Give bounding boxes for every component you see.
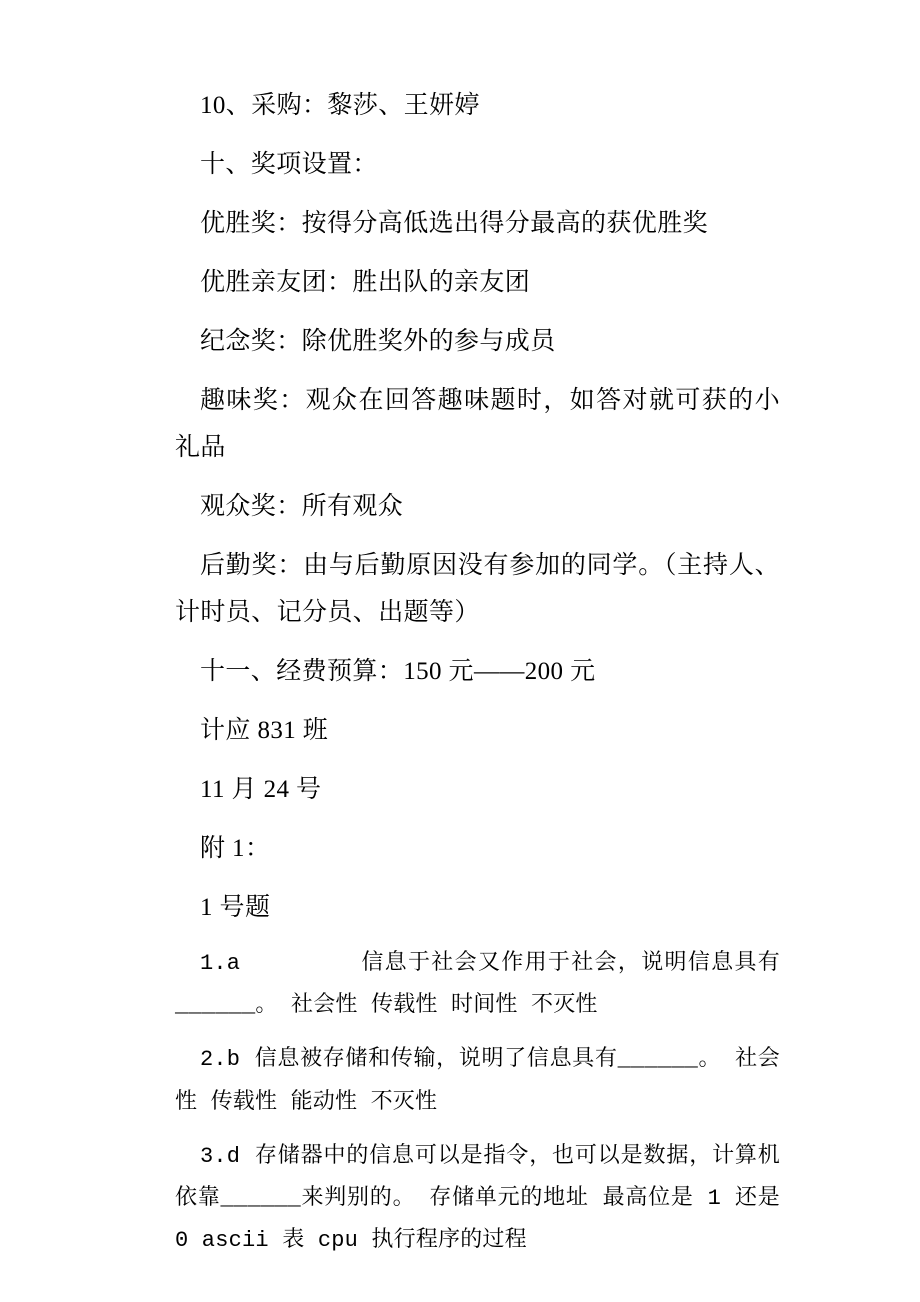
paragraph-award-logistics: 后勤奖：由与后勤原因没有参加的同学。（主持人、计时员、记分员、出题等） [175, 552, 780, 626]
question-2-number: 2.b [200, 1047, 241, 1073]
question-3-text: 存储器中的信息可以是指令，也可以是数据，计算机依靠______来判别的。 存储单元的地址 最高位是 1 还是 0 ascii 表 cpu 执行程序的过程 [175, 1143, 780, 1254]
document-body [175, 82, 780, 1263]
paragraph-question-set-title: 1 号题 [200, 894, 271, 921]
paragraph-award-memorial: 纪念奖：除优胜奖外的参与成员 [200, 328, 556, 355]
paragraph-award-audience: 观众奖：所有观众 [200, 493, 404, 520]
paragraph-award-fun: 趣味奖：观众在回答趣味题时，如答对就可获的小礼品 [175, 387, 780, 461]
paragraph-award-winner: 优胜奖：按得分高低选出得分最高的获优胜奖 [200, 210, 709, 237]
paragraph-class-name: 计应 831 班 [200, 717, 329, 744]
paragraph-budget: 十一、经费预算：150 元——200 元 [200, 658, 596, 685]
question-1-text: 信息于社会又作用于社会，说明信息具有______。 社会性 传载性 时间性 不灭性 [175, 951, 780, 1019]
paragraph-award-fanclub: 优胜亲友团：胜出队的亲友团 [200, 269, 531, 296]
question-item-2 [175, 1039, 780, 1123]
question-2-text: 信息被存储和传输，说明了信息具有______。 社会性 传载性 能动性 不灭性 [175, 1047, 780, 1115]
question-item-1 [175, 943, 780, 1027]
paragraph-date: 11 月 24 号 [200, 776, 322, 803]
paragraph-awards-heading: 十、奖项设置： [200, 151, 378, 178]
question-3-number: 3.d [200, 1143, 241, 1169]
question-1-number: 1.a [200, 951, 241, 976]
paragraph-purchasing: 10、采购：黎莎、王妍婷 [200, 92, 480, 119]
question-item-3 [175, 1136, 780, 1263]
paragraph-appendix-label: 附 1： [200, 835, 271, 862]
